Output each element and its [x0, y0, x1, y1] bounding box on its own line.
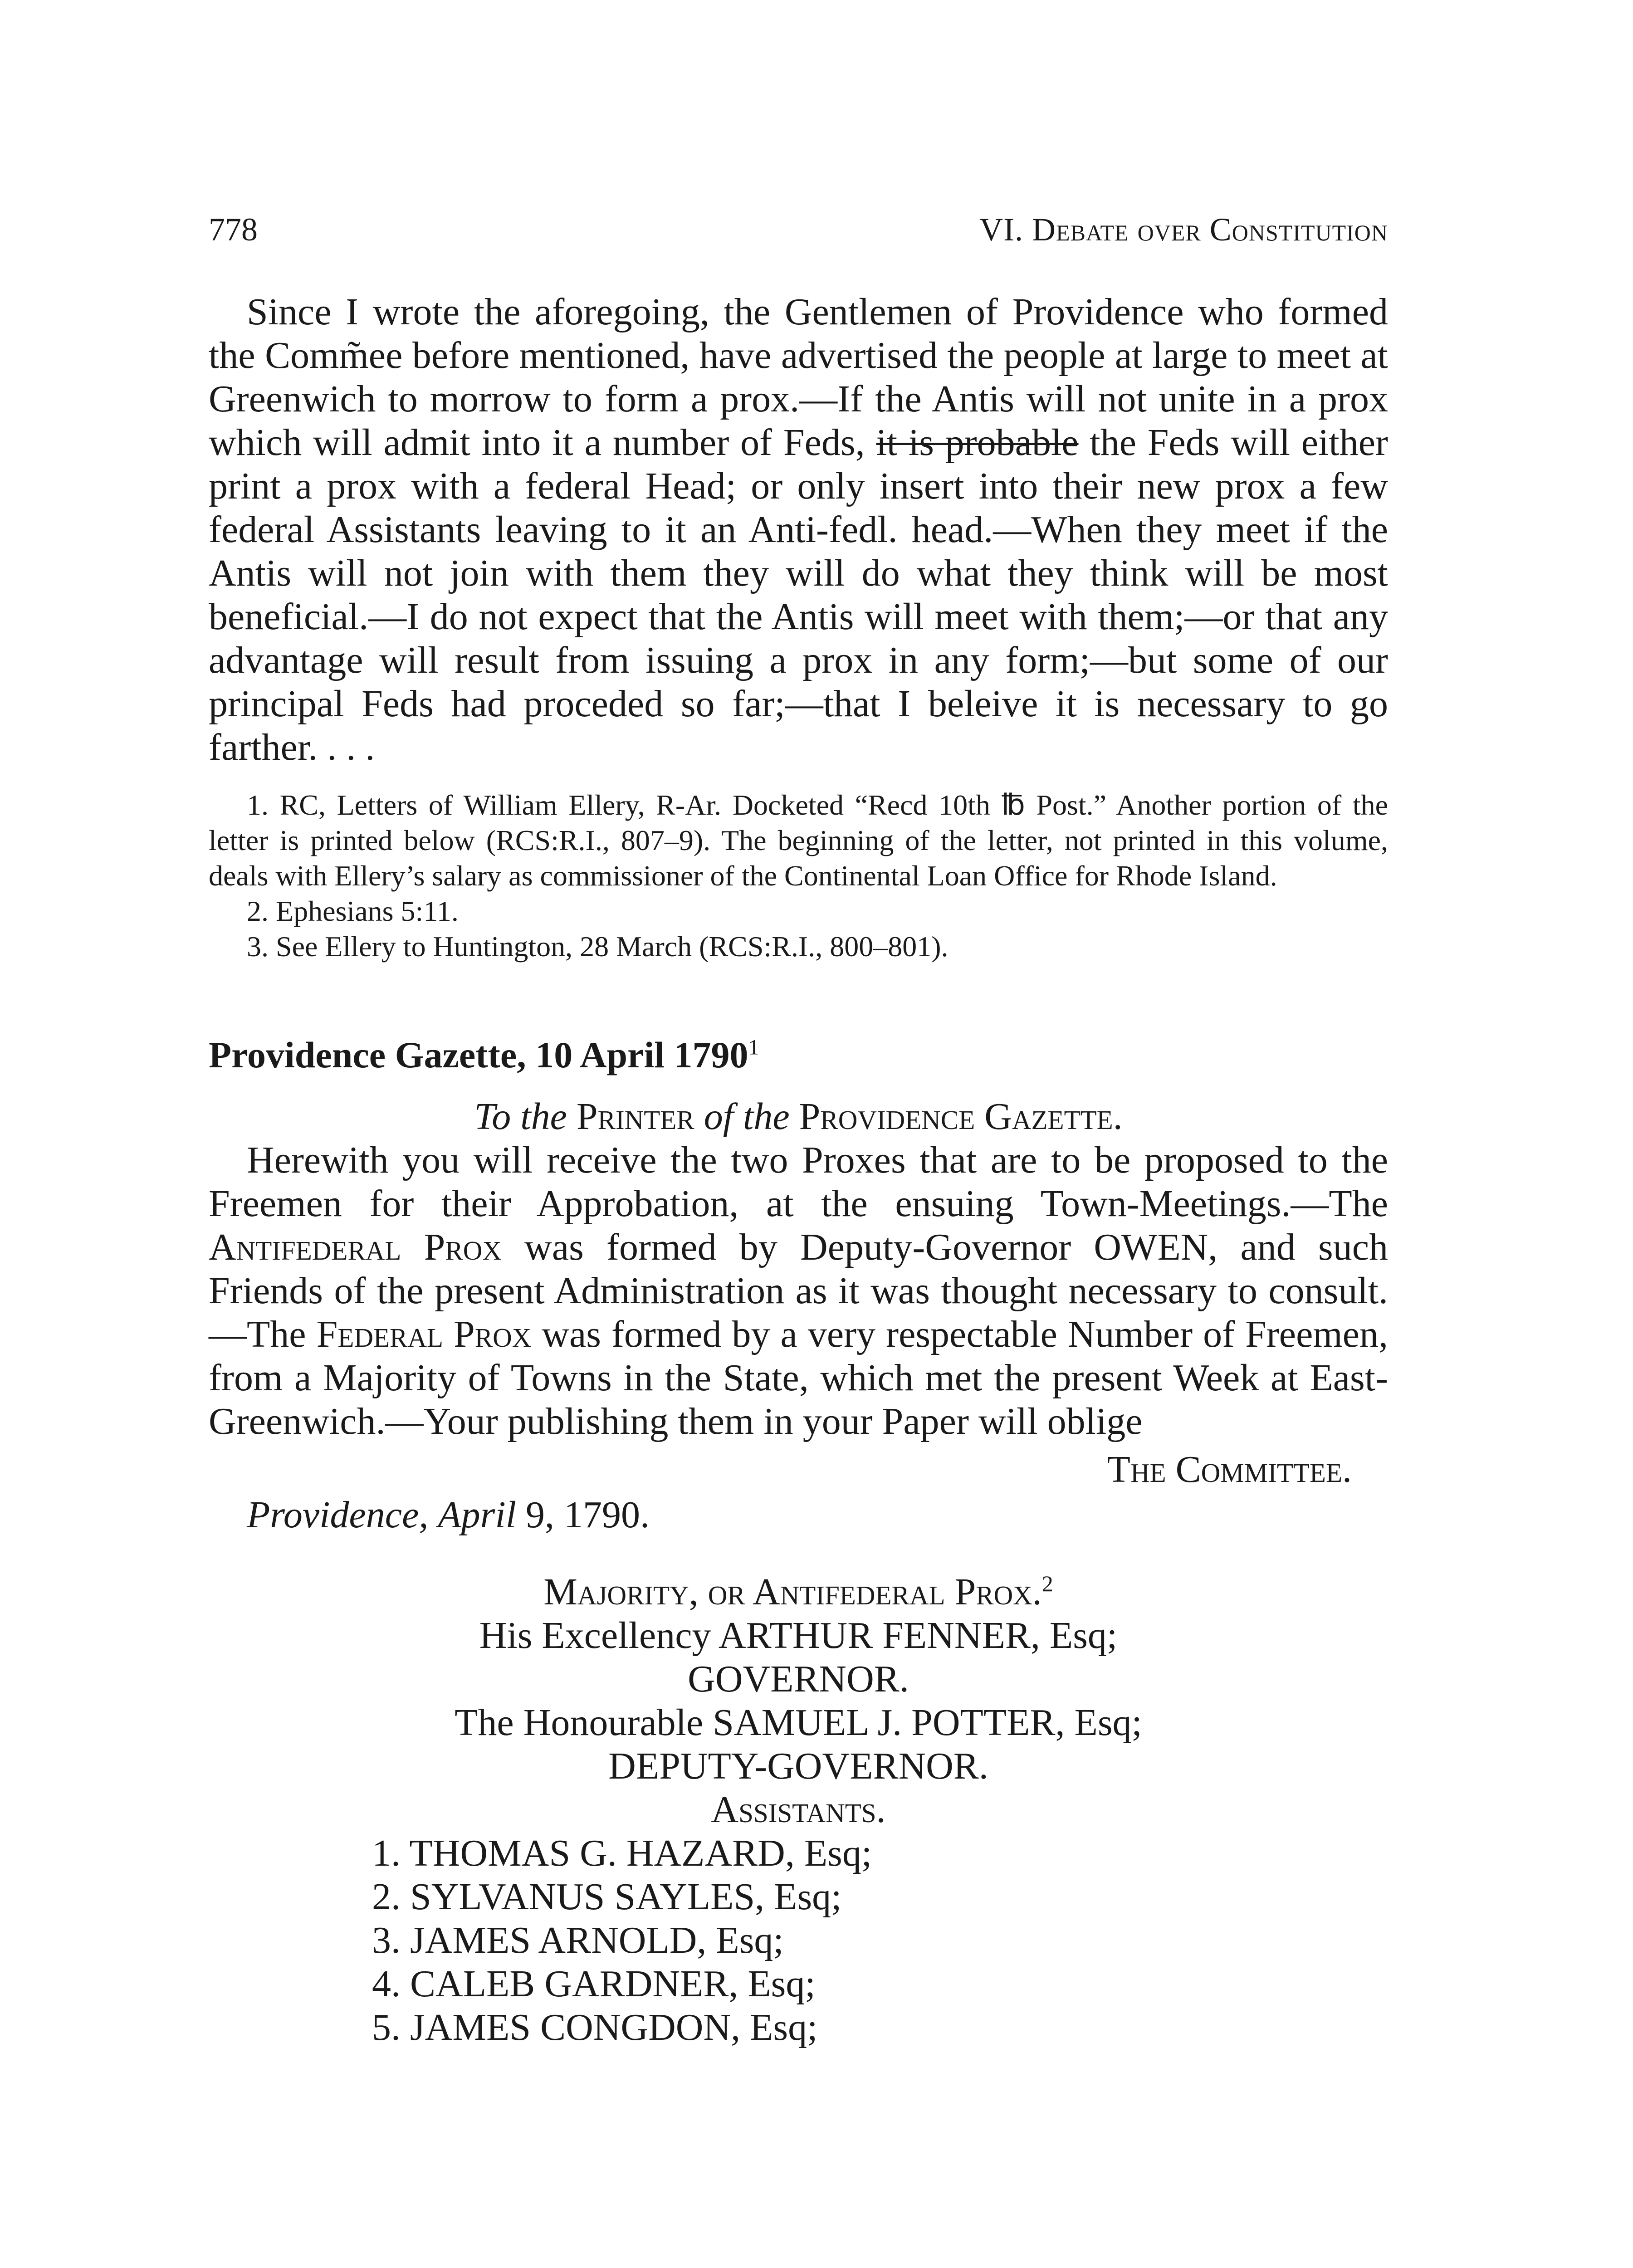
page-header [209, 213, 1388, 263]
gazette-text-1: Herewith you will receive the two Proxes that are to be proposed to the Freemen for their Approbation, at the ensuing Town-Meetings.—The [209, 1139, 1388, 1225]
governor-name: His Excellency ARTHUR FENNER, Esq; [479, 1614, 1118, 1657]
letter-text-before: Since I wrote the aforegoing, the Gentlemen of Providence who formed the Comm̃ee before mentioned, have advertised the people at large to meet at Greenwich to morrow to form a prox.—If the Antis will not unite in a prox which will admit into it a number of Feds, [209, 291, 1388, 464]
address-of: of the [704, 1095, 790, 1138]
dateline-rest: 9, 1790. [516, 1494, 650, 1536]
governor-title: GOVERNOR. [688, 1658, 909, 1700]
list-item: 5. JAMES CONGDON, Esq; [372, 2006, 818, 2048]
deputy-title: DEPUTY-GOVERNOR. [608, 1745, 988, 1787]
footnote-1: 1. RC, Letters of William Ellery, R-Ar. Docketed “Recd 10th ℔ Post.” Another portion of the letter is printed below (RCS:R.I., 807–9). The beginning of the letter, not printed in this volume, deals with Ellery’s salary as commissioner of the Continental Loan Office for Rhode Island. [209, 789, 1388, 892]
dateline-month: April [438, 1494, 517, 1536]
document-heading-text: Providence Gazette, 10 April 1790 [209, 1034, 748, 1075]
letter-text-after: the Feds will either print a prox with a federal Head; or only insert into their new prox a few federal Assistants leaving to it an Anti-fedl. head.—When they meet if the Antis will not join with them they will do what they think will be most beneficial.—I do not expect that the Antis will meet with them;—or that any advantage will result from issuing a prox in any form;—but some of our principal Feds had proceded so far;—that I beleive it is necessary to go farther. . . . [209, 421, 1388, 768]
document-page [209, 213, 1388, 2049]
address-paper: Providence Gazette. [799, 1095, 1123, 1138]
footnotes [209, 787, 1388, 964]
gazette-text-3: was formed by a very respectable Number of Freemen, from a Majority of Towns in the State, which met the present Week at East-Greenwich.—Your publishing them in your Paper will oblige [209, 1313, 1388, 1442]
struck-text: it is probable [876, 421, 1079, 464]
prox-title-text: Majority, or Antifederal Prox. [543, 1571, 1042, 1613]
prox-title-note: 2 [1041, 1571, 1053, 1596]
assistants-list [372, 1832, 1388, 2049]
list-item: 4. CALEB GARDNER, Esq; [372, 1963, 816, 2005]
address-printer: Printer [576, 1095, 694, 1138]
letter-paragraph [209, 290, 1388, 769]
list-item: 1. THOMAS G. HAZARD, Esq; [372, 1832, 872, 1874]
antifederal-prox [209, 1570, 1388, 1832]
dateline [247, 1493, 1388, 1537]
deputy-name: The Honourable SAMUEL J. POTTER, Esq; [455, 1701, 1142, 1744]
page-number: 778 [209, 211, 258, 248]
document-heading-note: 1 [748, 1035, 759, 1060]
dateline-place: Providence, [247, 1494, 429, 1536]
list-item: 2. SYLVANUS SAYLES, Esq; [372, 1876, 842, 1918]
printer-address [209, 1095, 1388, 1139]
prox-title [209, 1570, 1388, 1614]
footnote-3: 3. See Ellery to Huntington, 28 March (RCS:R.I., 800–801). [247, 930, 949, 963]
address-to: To the [474, 1095, 567, 1138]
committee-signature: The Committee. [1107, 1448, 1352, 1491]
gazette-text-2: was formed by Deputy-Governor OWEN, and such Friends of the present Administration as it was thought necessary to consult.—The [209, 1226, 1388, 1355]
document-heading [209, 1032, 1388, 1078]
assistants-heading: Assistants. [711, 1789, 886, 1831]
running-title: VI. Debate over Constitution [979, 211, 1388, 248]
footnote-2: 2. Ephesians 5:11. [247, 895, 459, 927]
federal-prox-term: Federal Prox [316, 1313, 532, 1355]
antifederal-prox-term: Antifederal Prox [209, 1226, 502, 1268]
gazette-paragraph [209, 1139, 1388, 1443]
list-item: 3. JAMES ARNOLD, Esq; [372, 1919, 784, 1961]
